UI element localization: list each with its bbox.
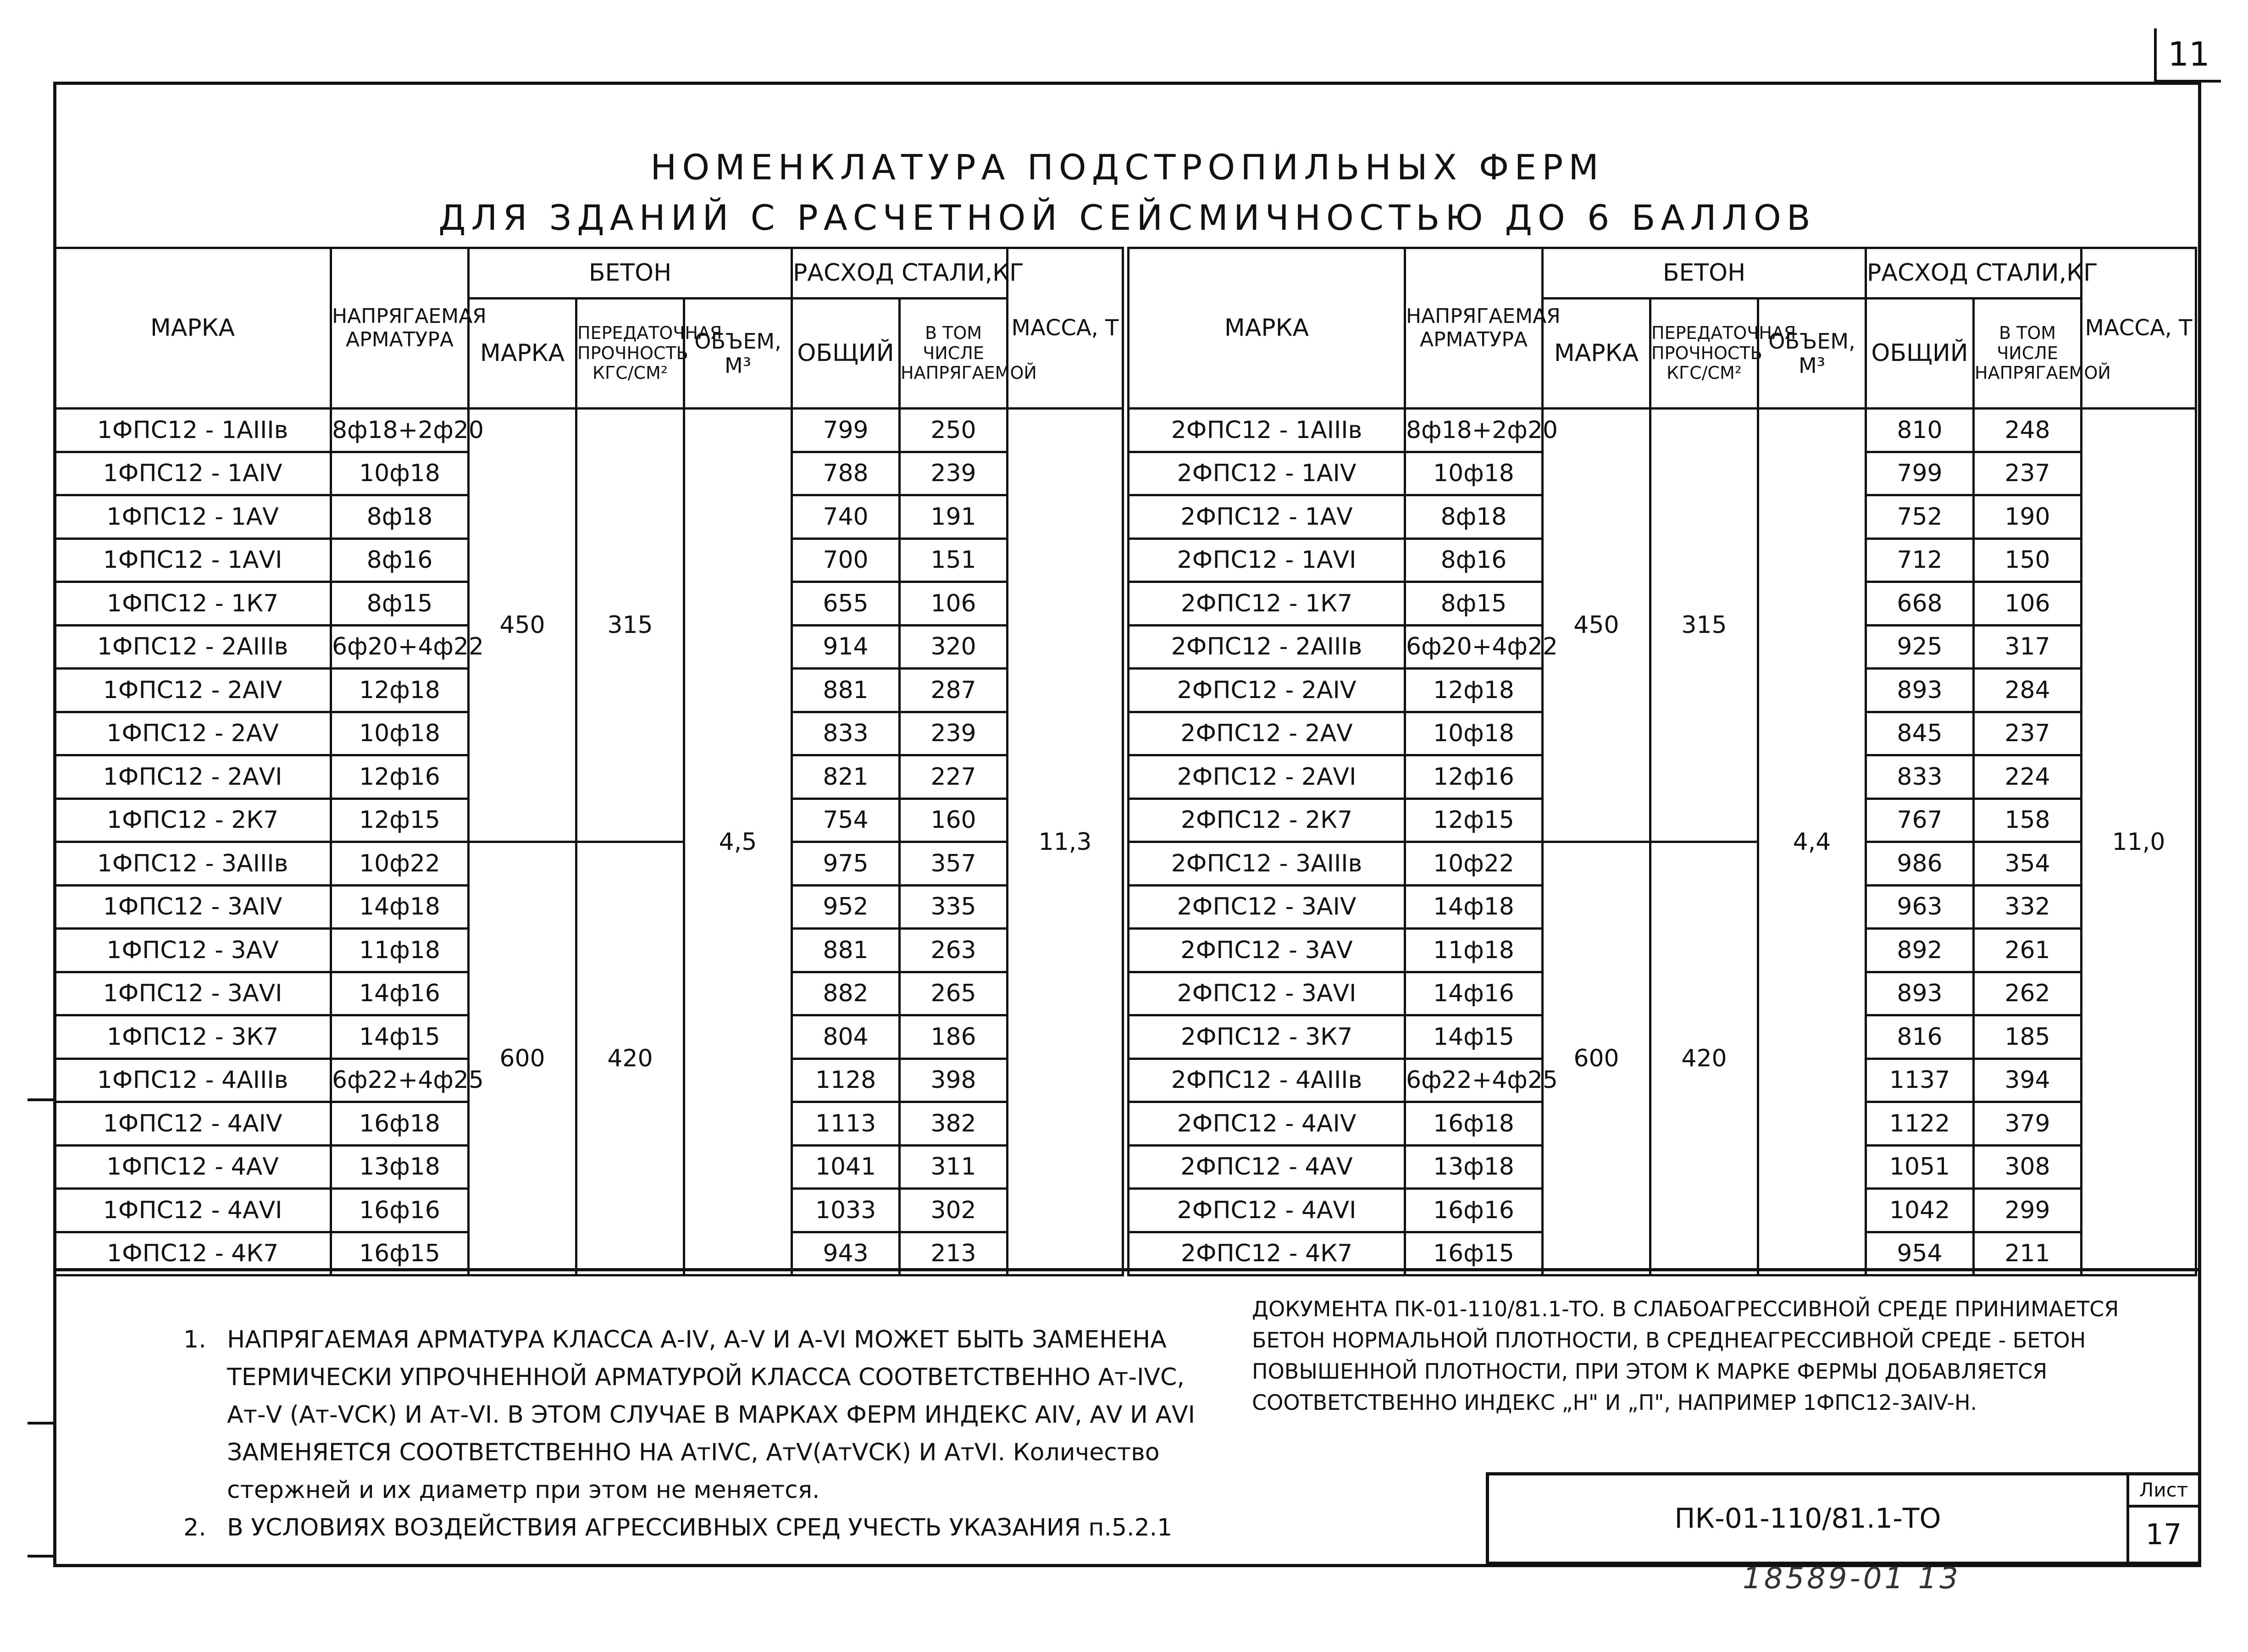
truss-mark: 2ФПС12 - 2АIV [1129,669,1405,712]
truss-mark: 2ФПС12 - 4АIV [1129,1102,1405,1146]
binding-tick-mark [28,1098,54,1101]
truss-mark: 2ФПС12 - 2К7 [1129,798,1405,842]
concrete-volume: 4,5 [684,409,792,1275]
truss-mass: 11,0 [2082,409,2196,1275]
steel-total: 1128 [792,1059,900,1102]
steel-prestressed: 357 [900,842,1008,886]
steel-total: 816 [1866,1015,1974,1059]
table-row [55,842,1123,886]
steel-prestressed: 265 [900,972,1008,1015]
transfer-strength: 315 [1650,409,1758,842]
header-volume: ОБЪЕМ, М³ [1758,299,1866,409]
title-line-1: НОМЕНКЛАТУРА ПОДСТРОПИЛЬНЫХ ФЕРМ [650,147,1604,188]
sheet-box [2126,1475,2198,1562]
steel-prestressed: 151 [900,538,1008,582]
truss-mark: 1ФПС12 - 1АV [55,495,331,539]
header-mark: МАРКА [1129,248,1405,409]
truss-mark: 2ФПС12 - 3АV [1129,929,1405,972]
steel-prestressed: 287 [900,669,1008,712]
rebar-spec: 16ф15 [331,1232,469,1275]
truss-mark: 2ФПС12 - 2АV [1129,712,1405,755]
steel-total: 925 [1866,625,1974,669]
note-1-text: НАПРЯГАЕМАЯ АРМАТУРА КЛАССА А-IV, А-V И А-VI МОЖЕТ БЫТЬ ЗАМЕНЕНА ТЕРМИЧЕСКИ УПРОЧНЕННОЙ АРМАТУРОЙ КЛАССА СООТВЕТСТВЕННО Ат-IVС, Ат-V (Ат-VСК) И Ат-VI. В ЭТОМ СЛУЧАЕ В МАРКАХ ФЕРМ ИНДЕКС АIV, АV И АVI ЗАМЕНЯЕТСЯ СООТВЕТСТВЕННО НА АтIVС, АтV(АтVСК) И АтVI. Количество стержней и их диаметр при этом не меняется. [227,1326,1195,1504]
rebar-spec: 11ф18 [331,929,469,972]
truss-mark: 1ФПС12 - 3АV [55,929,331,972]
header-concrete: БЕТОН [1543,248,1866,299]
note-2-text: В УСЛОВИЯХ ВОЗДЕЙСТВИЯ АГРЕССИВНЫХ СРЕД УЧЕСТЬ УКАЗАНИЯ п.5.2.1 [227,1514,1173,1541]
rebar-spec: 14ф15 [331,1015,469,1059]
concrete-grade: 450 [1543,409,1650,842]
header-steel-prestressed: В ТОМ ЧИСЛЕ НАПРЯГАЕМОЙ [1974,299,2082,409]
steel-total: 810 [1866,409,1974,452]
steel-total: 975 [792,842,900,886]
rebar-spec: 12ф16 [331,755,469,799]
header-transfer-strength: ПЕРЕДАТОЧНАЯ ПРОЧНОСТЬ КГС/СМ² [1650,299,1758,409]
steel-total: 752 [1866,495,1974,539]
steel-prestressed: 248 [1974,409,2082,452]
truss-mark: 1ФПС12 - 2АIV [55,669,331,712]
steel-total: 655 [792,582,900,626]
note-1-number: 1. [183,1326,206,1353]
truss-mark: 2ФПС12 - 4АIIIв [1129,1059,1405,1102]
truss-mark: 2ФПС12 - 2АIIIв [1129,625,1405,669]
left-table-body [55,409,1123,1275]
steel-total: 963 [1866,885,1974,929]
rebar-spec: 14ф16 [1405,972,1543,1015]
steel-prestressed: 106 [900,582,1008,626]
truss-mark: 2ФПС12 - 2АVI [1129,755,1405,799]
steel-total: 881 [792,929,900,972]
header-steel: РАСХОД СТАЛИ,КГ [1866,248,2082,299]
rebar-spec: 8ф18 [331,495,469,539]
page-corner-number: 11 [2154,28,2221,83]
notes-separator [53,1268,2201,1271]
truss-mark: 2ФПС12 - 4К7 [1129,1232,1405,1275]
rebar-spec: 10ф18 [1405,452,1543,495]
rebar-spec: 8ф18 [1405,495,1543,539]
rebar-spec: 14ф16 [331,972,469,1015]
rebar-spec: 12ф16 [1405,755,1543,799]
steel-prestressed: 191 [900,495,1008,539]
rebar-spec: 10ф18 [1405,712,1543,755]
steel-total: 881 [792,669,900,712]
steel-prestressed: 317 [1974,625,2082,669]
rebar-spec: 11ф18 [1405,929,1543,972]
truss-mark: 1ФПС12 - 4АIIIв [55,1059,331,1102]
truss-mark: 2ФПС12 - 3АIIIв [1129,842,1405,886]
transfer-strength: 420 [1650,842,1758,1275]
rebar-spec: 13ф18 [1405,1145,1543,1189]
truss-mark: 1ФПС12 - 2АV [55,712,331,755]
steel-prestressed: 213 [900,1232,1008,1275]
steel-prestressed: 250 [900,409,1008,452]
truss-mark: 1ФПС12 - 2АIIIв [55,625,331,669]
truss-mark: 2ФПС12 - 1АVI [1129,538,1405,582]
notes-left-column [183,1321,1211,1547]
transfer-strength: 420 [576,842,684,1275]
truss-mark: 2ФПС12 - 1АIV [1129,452,1405,495]
rebar-spec: 12ф18 [331,669,469,712]
steel-prestressed: 382 [900,1102,1008,1146]
sheet-label: Лист [2129,1475,2198,1508]
steel-total: 833 [792,712,900,755]
rebar-spec: 6ф20+4ф22 [1405,625,1543,669]
steel-prestressed: 150 [1974,538,2082,582]
truss-mark: 2ФПС12 - 3АVI [1129,972,1405,1015]
steel-total: 1033 [792,1189,900,1232]
steel-total: 799 [1866,452,1974,495]
steel-total: 845 [1866,712,1974,755]
concrete-grade: 600 [469,842,576,1275]
steel-prestressed: 299 [1974,1189,2082,1232]
steel-total: 1122 [1866,1102,1974,1146]
steel-total: 700 [792,538,900,582]
header-concrete-grade: МАРКА [1543,299,1650,409]
header-steel: РАСХОД СТАЛИ,КГ [792,248,1008,299]
truss-mark: 1ФПС12 - 1АVI [55,538,331,582]
steel-prestressed: 158 [1974,798,2082,842]
binding-tick-mark [28,1422,54,1425]
note-1 [183,1321,1211,1509]
rebar-spec: 12ф15 [331,798,469,842]
rebar-spec: 12ф15 [1405,798,1543,842]
truss-mark: 1ФПС12 - 4АIV [55,1102,331,1146]
steel-prestressed: 160 [900,798,1008,842]
table-row [55,409,1123,452]
steel-prestressed: 239 [900,712,1008,755]
header-rebar: НАПРЯГАЕМАЯ АРМАТУРА [1405,248,1543,409]
document-title [53,142,2201,243]
rebar-spec: 8ф18+2ф20 [1405,409,1543,452]
steel-prestressed: 239 [900,452,1008,495]
steel-prestressed: 224 [1974,755,2082,799]
steel-total: 740 [792,495,900,539]
header-transfer-strength: ПЕРЕДАТОЧНАЯ ПРОЧНОСТЬ КГС/СМ² [576,299,684,409]
note-2-number: 2. [183,1514,206,1541]
rebar-spec: 16ф16 [331,1189,469,1232]
transfer-strength: 315 [576,409,684,842]
truss-mark: 2ФПС12 - 4АVI [1129,1189,1405,1232]
steel-prestressed: 211 [1974,1232,2082,1275]
header-mass: МАССА, Т [2082,248,2196,409]
rebar-spec: 13ф18 [331,1145,469,1189]
steel-total: 954 [1866,1232,1974,1275]
steel-total: 892 [1866,929,1974,972]
steel-prestressed: 311 [900,1145,1008,1189]
right-spec-table [1127,247,2197,1276]
steel-prestressed: 284 [1974,669,2082,712]
steel-prestressed: 106 [1974,582,2082,626]
steel-total: 799 [792,409,900,452]
rebar-spec: 8ф15 [331,582,469,626]
truss-mark: 1ФПС12 - 3АIIIв [55,842,331,886]
truss-mark: 1ФПС12 - 4АVI [55,1189,331,1232]
rebar-spec: 8ф16 [1405,538,1543,582]
steel-total: 804 [792,1015,900,1059]
table-row [1129,409,2196,452]
truss-mark: 1ФПС12 - 1АIIIв [55,409,331,452]
inventory-number: 18589-01 13 [1743,1562,1961,1596]
rebar-spec: 6ф22+4ф25 [1405,1059,1543,1102]
title-block-stamp [1486,1472,2201,1565]
truss-mark: 2ФПС12 - 4АV [1129,1145,1405,1189]
truss-mass: 11,3 [1008,409,1123,1275]
concrete-grade: 450 [469,409,576,842]
steel-total: 821 [792,755,900,799]
steel-prestressed: 335 [900,885,1008,929]
steel-prestressed: 379 [1974,1102,2082,1146]
steel-prestressed: 186 [900,1015,1008,1059]
steel-total: 986 [1866,842,1974,886]
sheet-number: 17 [2145,1518,2182,1551]
steel-prestressed: 261 [1974,929,2082,972]
steel-prestressed: 302 [900,1189,1008,1232]
rebar-spec: 14ф15 [1405,1015,1543,1059]
truss-mark: 2ФПС12 - 3К7 [1129,1015,1405,1059]
truss-mark: 1ФПС12 - 1АIV [55,452,331,495]
steel-prestressed: 237 [1974,712,2082,755]
header-steel-prestressed: В ТОМ ЧИСЛЕ НАПРЯГАЕМОЙ [900,299,1008,409]
steel-total: 833 [1866,755,1974,799]
steel-total: 943 [792,1232,900,1275]
rebar-spec: 6ф22+4ф25 [331,1059,469,1102]
steel-total: 914 [792,625,900,669]
truss-mark: 1ФПС12 - 3К7 [55,1015,331,1059]
truss-mark: 2ФПС12 - 1К7 [1129,582,1405,626]
steel-prestressed: 237 [1974,452,2082,495]
steel-prestressed: 262 [1974,972,2082,1015]
steel-total: 767 [1866,798,1974,842]
truss-mark: 2ФПС12 - 1АV [1129,495,1405,539]
rebar-spec: 10ф22 [331,842,469,886]
rebar-spec: 10ф18 [331,712,469,755]
rebar-spec: 14ф18 [331,885,469,929]
steel-total: 754 [792,798,900,842]
steel-total: 893 [1866,669,1974,712]
rebar-spec: 16ф16 [1405,1189,1543,1232]
steel-prestressed: 190 [1974,495,2082,539]
header-steel-total: ОБЩИЙ [1866,299,1974,409]
rebar-spec: 6ф20+4ф22 [331,625,469,669]
steel-total: 788 [792,452,900,495]
steel-total: 952 [792,885,900,929]
binding-tick-mark [28,1555,54,1558]
rebar-spec: 16ф15 [1405,1232,1543,1275]
rebar-spec: 8ф18+2ф20 [331,409,469,452]
steel-total: 1113 [792,1102,900,1146]
steel-total: 1042 [1866,1189,1974,1232]
left-spec-table [53,247,1124,1276]
concrete-grade: 600 [1543,842,1650,1275]
steel-total: 712 [1866,538,1974,582]
steel-prestressed: 320 [900,625,1008,669]
title-line-2: ДЛЯ ЗДАНИЙ С РАСЧЕТНОЙ СЕЙСМИЧНОСТЬЮ ДО 6 БАЛЛОВ [438,197,1816,238]
steel-total: 882 [792,972,900,1015]
header-rebar: НАПРЯГАЕМАЯ АРМАТУРА [331,248,469,409]
truss-mark: 1ФПС12 - 4АV [55,1145,331,1189]
header-steel-total: ОБЩИЙ [792,299,900,409]
steel-prestressed: 308 [1974,1145,2082,1189]
steel-prestressed: 398 [900,1059,1008,1102]
rebar-spec: 16ф18 [331,1102,469,1146]
truss-mark: 2ФПС12 - 3АIV [1129,885,1405,929]
truss-mark: 1ФПС12 - 3АIV [55,885,331,929]
header-concrete: БЕТОН [469,248,792,299]
concrete-volume: 4,4 [1758,409,1866,1275]
right-table-body [1129,409,2196,1275]
note-2 [183,1509,1211,1547]
rebar-spec: 8ф16 [331,538,469,582]
steel-prestressed: 227 [900,755,1008,799]
document-code: ПК-01-110/81.1-ТО [1674,1502,1941,1535]
truss-mark: 1ФПС12 - 1К7 [55,582,331,626]
steel-total: 1051 [1866,1145,1974,1189]
steel-prestressed: 263 [900,929,1008,972]
rebar-spec: 10ф22 [1405,842,1543,886]
rebar-spec: 16ф18 [1405,1102,1543,1146]
note-2-continuation: ДОКУМЕНТА ПК-01-110/81.1-ТО. В СЛАБОАГРЕССИВНОЙ СРЕДЕ ПРИНИМАЕТСЯ БЕТОН НОРМАЛЬНОЙ ПЛОТНОСТИ, В СРЕДНЕАГРЕССИВНОЙ СРЕДЕ - БЕТОН ПОВЫШЕННОЙ ПЛОТНОСТИ, ПРИ ЭТОМ К МАРКЕ ФЕРМЫ ДОБАВЛЯЕТСЯ СООТВЕТСТВЕННО ИНДЕКС „Н" И „П", НАПРИМЕР 1ФПС12-3АIV-Н. [1252,1297,2119,1415]
truss-mark: 1ФПС12 - 4К7 [55,1232,331,1275]
header-concrete-grade: МАРКА [469,299,576,409]
rebar-spec: 10ф18 [331,452,469,495]
steel-total: 1137 [1866,1059,1974,1102]
header-volume: ОБЪЕМ, М³ [684,299,792,409]
truss-mark: 2ФПС12 - 1АIIIв [1129,409,1405,452]
steel-prestressed: 394 [1974,1059,2082,1102]
steel-total: 893 [1866,972,1974,1015]
truss-mark: 1ФПС12 - 3АVI [55,972,331,1015]
truss-mark: 1ФПС12 - 2АVI [55,755,331,799]
rebar-spec: 8ф15 [1405,582,1543,626]
steel-total: 1041 [792,1145,900,1189]
steel-total: 668 [1866,582,1974,626]
header-mark: МАРКА [55,248,331,409]
steel-prestressed: 185 [1974,1015,2082,1059]
steel-prestressed: 354 [1974,842,2082,886]
truss-mark: 1ФПС12 - 2К7 [55,798,331,842]
table-row [1129,842,2196,886]
rebar-spec: 14ф18 [1405,885,1543,929]
header-mass: МАССА, Т [1008,248,1123,409]
steel-prestressed: 332 [1974,885,2082,929]
rebar-spec: 12ф18 [1405,669,1543,712]
